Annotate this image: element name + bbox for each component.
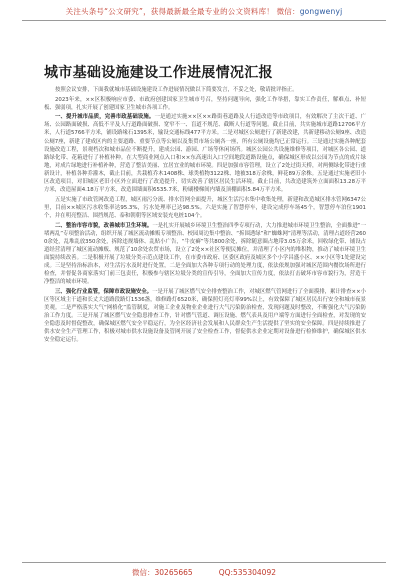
footer-divider <box>22 562 386 563</box>
section-heading: 三、强化行业监管，保障市政设施安全。 <box>55 288 153 295</box>
paragraph-section-two: 二、整治市容市貌，改善城市卫生环境。一是扎实开展城乡环境卫生整治四季专项行动，大力推进城市环境卫生整治，全面推进“一堵两乱”专项整治活动，组织开展了城区流动摊贩专项整治、校园周边集中整治、“拆围透绿”和“蜘蛛网”清理等活动，清理占道经营2600余处，乱堆乱放350余处，拆除违规墙体、乱贴小广告，“牛皮癣”等共800余处，拆除随意圈占地带3.05万余米，回收绿化带、铺设占道经营清理了城区流动摊贩、规范了10余处农贸市场，设立了2处××社区等便民摊位，并清理了小区内的堆积物，推动了城市环境卫生面貌持续改善。二是积极开展了垃圾分类示范点建设工作，在市委市政府、区委区政府及城区多个小学昌盛小区、××小区等1处建设完成。三是坚持治标治本，对生活污水及时进行处置，二是全面加大各种专项行动的处理力度，依法依规加强对城区范围内餐饮场所进行检查，并督促各商家落实门前三包责任，积极参与辖区垃圾分类的宣传引导，全面加大宣传力度，依法打击破坏市容市貌行为，营造干净整洁的城市环境。 <box>44 222 366 286</box>
promo-banner-wechat-id: gongwenyj <box>299 7 343 16</box>
promo-banner <box>0 6 408 17</box>
paragraph-intro: 按照会议安排，下面我就城市基础设施建设工作进展情况做以下简要发言，不妥之处，敬请批评指正。 <box>55 87 298 93</box>
section-heading: 二、整治市容市貌，改善城市卫生环境。 <box>55 222 153 229</box>
paragraph-section-three: 三、强化行业监管，保障市政设施安全。一是开展了城区燃气安全排查整治工作，对城区燃气管网进行了全面摸排，累计排查××小区等区域主干道和长丈大道路段路灯1536盏，维修路灯6520米，确保照灯亮灯率99%以上，有效保障了城区居民出行安全和城市夜景美观。二是严格落实大气“网格化”监管制度，对施工企业及物业企业进行大气污染防治检查，发现问题及时整改，不断强化大气污染防治工作力度。三是开展了城区燃气安全隐患排查工作，针对燃气管道、调压设施、燃气表具及用户端等方面进行全面检查，对发现的安全隐患及时督促整改，确保城区燃气安全平稳运行，为全区经济社会发展和人民群众生产生活提供了坚实的安全保障。四是持续推进了供水安全生产管理工作，积极对城市供水设施设备及管网开展了安全检查工作，督促供水企业定期对设备进行检修维护，确保城区供水安全稳定运行。 <box>44 288 366 344</box>
promo-banner-text: 关注头条号“公文研究”，获得最新最全最专业的公文资料库！ 微信： <box>65 7 300 16</box>
section-heading: 一、提升城市品质，完善市政基础设施。 <box>55 114 155 121</box>
footer-wechat: 微信：30265665 <box>132 568 193 577</box>
footer-qq: QQ:535304092 <box>218 568 276 577</box>
paragraph-section-one-continued: 五是实施了市政管网改造工程，城区雨污分流、排水管网全面提升，城区生活污水集中收集处理，新建和改造城区排水管网6347公里，目前××城区污水收集率达95.3%，污水处理率已达98.5%。六是实施了智慧停车，建设完成停车场45个，智慧停车泊位1901个，并在明亮整洁、围挡规范、泰和朝朝等区域安装充电桩104个。 <box>44 196 366 219</box>
header-divider <box>22 20 386 21</box>
paragraph-section-one: 一、提升城市品质，完善市政基础设施。一是通过实施××区××路街巷道路及人行道改造等市政项目，有效解决了主次干道、广场、公园路面破损、高低不平及人行道路面破损、宽窄不一、盲道不规范、截断人行道等问题。截止目前，共实施城市道路12706平方米，人行道5766平方米，铺设路缘石1395米，输设交通标线477平方米。二是对城区公厕进行了新建改建，共新建移动公厕9座、改造公厕7座，新建了建成区内的主要道路、重要节点等公厕以及集贸市场公厕各一座，所有公厕设施均已正常运行。三是通过实施各种配套设施改造工程，景观档次和城市品位不断提升，建成公园、游园、广场等休闲场所。城区公园公共设施维修等项目，对城区各公园、道路绿化带、花箱进行了补植补种。在大型商业网点入口和××东高速出入口空间地段道路设施点，确保城区形成以公园为节点的成片绿地，对成片绿地进行补植补种，营造了整洁美丽、宜居宜业的城市环境。四是加强市容管理，设立了2处过街天桥，对两侧绿化带进行重新设计，补植各种乔灌木，截止目前，共栽植乔木1408株、球类植物3122株、地被318万余株，鲜花89万余株。五是通过实施老旧小区改造项目，对旧城区老旧小区外立面进行了改造提升，切实改善了辖区居民生活环境。截止目前，共改造建筑外立面面积13.28万平方米，改造屋面4.18万平方米，改造围墙面积6535.7米，粉刷楼梯间内墙及顶棚面积5.84万平方米。 <box>44 114 366 194</box>
document-title: 城市基础设施建设工作进展情况汇报 <box>44 65 273 81</box>
document-body <box>44 86 366 346</box>
paragraph-overview: 2023年来，××区积极响应市委、市政府创建国家卫生城市号召，坚持问题导向，强化工作举措，靠实工作责任，解难点、补短板、强弱项，扎实开展了创建国家卫生城市各项工作。 <box>44 96 366 111</box>
contact-footer <box>0 567 408 578</box>
